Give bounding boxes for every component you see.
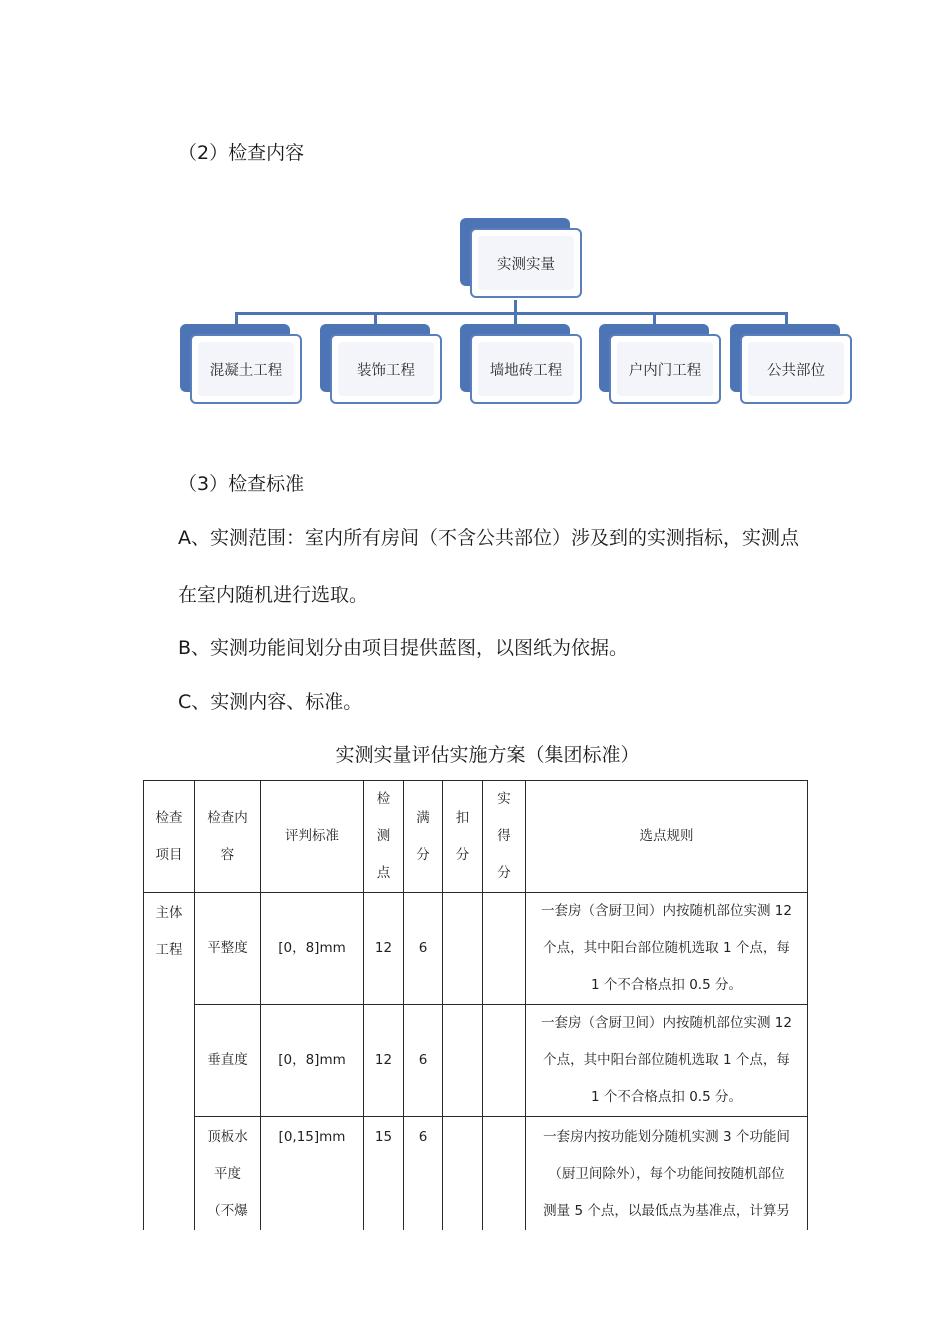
table-title: 实测实量评估实施方案（集团标准）: [335, 744, 640, 766]
points-cell: 15: [364, 1117, 404, 1231]
org-node-tiles: [460, 324, 574, 394]
table-row: [144, 1117, 808, 1231]
header-item: 检查 项目: [144, 781, 195, 893]
deduct-cell: [443, 1005, 483, 1117]
header-deduct: 扣 分: [443, 781, 483, 893]
header-content: 检查内 容: [195, 781, 261, 893]
full-cell: 6: [404, 1005, 443, 1117]
paragraph-a-line2: 在室内随机进行选取。: [178, 584, 369, 606]
section-heading-standard: （3）检查标准: [178, 473, 305, 495]
content-cell: 平整度: [195, 893, 261, 1005]
header-actual: 实 得 分: [483, 781, 526, 893]
rule-cell: 一套房（含厨卫间）内按随机部位实测 12 个点，其中阳台部位随机选取 1 个点，每 1 个不合格点扣 0.5 分。: [526, 893, 808, 1005]
deduct-cell: [443, 893, 483, 1005]
header-rule: 选点规则: [526, 781, 808, 893]
org-node-label: 墙地砖工程: [489, 362, 563, 379]
content-cell: 垂直度: [195, 1005, 261, 1117]
org-node-concrete: [180, 324, 294, 394]
header-full: 满 分: [404, 781, 443, 893]
points-cell: 12: [364, 1005, 404, 1117]
org-node-label: 装饰工程: [357, 362, 415, 379]
criteria-cell: [0，8]mm: [261, 1005, 364, 1117]
section-heading-content: （2）检查内容: [178, 142, 305, 164]
full-cell: 6: [404, 1117, 443, 1231]
actual-cell: [483, 1117, 526, 1231]
paragraph-c: C、实测内容、标准。: [178, 691, 363, 713]
actual-cell: [483, 1005, 526, 1117]
org-node-label: 混凝土工程: [209, 362, 283, 379]
deduct-cell: [443, 1117, 483, 1231]
org-node-label: 户内门工程: [628, 362, 702, 379]
header-criteria: 评判标准: [261, 781, 364, 893]
org-node-decoration: [320, 324, 434, 394]
table-header-row: [144, 781, 808, 893]
criteria-cell: [0，8]mm: [261, 893, 364, 1005]
full-cell: 6: [404, 893, 443, 1005]
header-points: 检 测 点: [364, 781, 404, 893]
paragraph-a-line1: A、实测范围：室内所有房间（不含公共部位）涉及到的实测指标，实测点: [178, 527, 799, 549]
org-node-label: 实测实量: [497, 256, 555, 273]
rule-cell: 一套房内按功能划分随机实测 3 个功能间 （厨卫间除外），每个功能间按随机部位 测量 5 个点，以最低点为基准点，计算另: [526, 1117, 808, 1231]
table-row: [144, 1005, 808, 1117]
actual-cell: [483, 893, 526, 1005]
inspection-table: [143, 780, 808, 1230]
content-cell: 顶板水 平度 （不爆: [195, 1117, 261, 1231]
table-row: [144, 893, 808, 1005]
org-node-public: [730, 324, 844, 394]
points-cell: 12: [364, 893, 404, 1005]
criteria-cell: [0,15]mm: [261, 1117, 364, 1231]
category-cell: 主体 工程: [144, 893, 195, 1231]
paragraph-b: B、实测功能间划分由项目提供蓝图，以图纸为依据。: [178, 637, 629, 659]
org-node-root: [460, 218, 574, 288]
rule-cell: 一套房（含厨卫间）内按随机部位实测 12 个点，其中阳台部位随机选取 1 个点，每 1 个不合格点扣 0.5 分。: [526, 1005, 808, 1117]
org-node-label: 公共部位: [767, 362, 825, 379]
org-node-doors: [599, 324, 713, 394]
